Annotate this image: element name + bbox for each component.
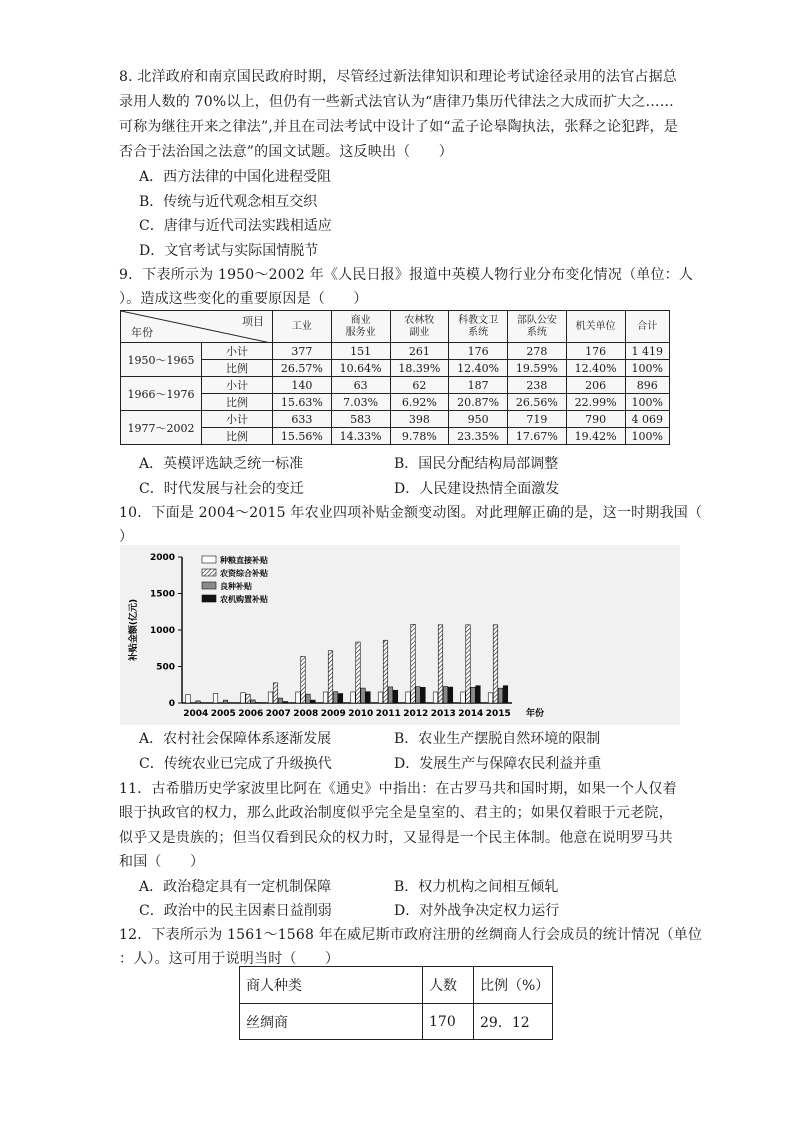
y-axis-label: 补贴金额(亿元) <box>129 598 139 662</box>
q10-bar-chart <box>120 545 680 725</box>
q9-col-header: 合计 <box>625 311 670 343</box>
x-tick-label: 2015 <box>485 709 511 719</box>
q9-cell: 583 <box>331 411 390 428</box>
q9-cell: 790 <box>566 411 625 428</box>
bar-农资综合补贴 <box>356 642 361 703</box>
q9-cell: 151 <box>331 343 390 360</box>
q12-stem-line-2: ：人）。这可用于说明当时（ ） <box>119 951 340 967</box>
q11-option-d[interactable]: D．对外战争决定权力运行 <box>394 903 560 919</box>
bar-种粮直接补贴 <box>406 692 411 703</box>
q9-option-c[interactable]: C．时代发展与社会的变迁 <box>139 481 304 497</box>
q9-cell: 20.87% <box>449 394 508 411</box>
q11-stem-line-3: 似乎又是贵族的；但当仅看到民众的权力时，又显得是一个民主体制。他意在说明罗马共 <box>119 830 673 846</box>
q9-cell: 377 <box>273 343 332 360</box>
q9-cell: 633 <box>273 411 332 428</box>
legend-swatch <box>202 556 216 563</box>
bar-良种补贴 <box>416 687 421 703</box>
q8-option-d[interactable]: D．文官考试与实际国情脱节 <box>139 243 319 259</box>
q12-cell: 29．12 <box>474 1004 553 1040</box>
q11-stem-line-2: 眼于执政官的权力，那么此政治制度似乎完全是皇室的、君主的；如果仅着眼于元老院， <box>119 805 673 821</box>
q9-cell: 398 <box>390 411 449 428</box>
q11-stem-line-1: 11．古希腊历史学家波里比阿在《通史》中指出：在古罗马共和国时期，如果一个人仅着 <box>119 781 677 797</box>
q9-cell: 278 <box>508 343 567 360</box>
bar-种粮直接补贴 <box>213 693 218 703</box>
q8-option-c[interactable]: C．唐律与近代司法实践相适应 <box>139 218 332 234</box>
bar-良种补贴 <box>443 687 448 703</box>
bar-种粮直接补贴 <box>296 692 301 703</box>
q9-row-label: 比例 <box>202 428 273 445</box>
q9-col-header: 部队公安 系统 <box>508 311 567 343</box>
q8-stem-line-2: 录用人数的 70%以上，但仍有一些新式法官认为“唐律乃集历代律法之大成而扩大之…… <box>119 94 674 110</box>
q10-option-c[interactable]: C．传统农业已完成了升级换代 <box>139 756 332 772</box>
bar-良种补贴 <box>223 700 228 703</box>
q9-cell: 719 <box>508 411 567 428</box>
legend-swatch <box>202 569 216 576</box>
legend-label: 农机购置补贴 <box>220 595 268 604</box>
q9-cell: 238 <box>508 377 567 394</box>
q10-option-b[interactable]: B．农业生产摆脱自然环境的限制 <box>394 731 601 747</box>
q9-cell: 100% <box>625 394 670 411</box>
y-tick-label: 0 <box>168 699 175 709</box>
q9-col-header: 科教文卫 系统 <box>449 311 508 343</box>
x-tick-label: 2011 <box>375 709 401 719</box>
legend-label: 良种补贴 <box>220 582 252 591</box>
bar-农资综合补贴 <box>438 625 443 703</box>
q9-cell: 176 <box>449 343 508 360</box>
q9-cell: 26.56% <box>508 394 567 411</box>
q9-cell: 17.67% <box>508 428 567 445</box>
bar-种粮直接补贴 <box>241 693 246 703</box>
bar-农资综合补贴 <box>493 625 498 703</box>
q9-cell: 187 <box>449 377 508 394</box>
q11-option-a[interactable]: A．政治稳定具有一定机制保障 <box>139 879 332 895</box>
q9-cell: 100% <box>625 360 670 377</box>
q11-stem-line-4: 和国（ ） <box>119 854 205 870</box>
bar-种粮直接补贴 <box>378 692 383 703</box>
q9-period-label: 1950～1965 <box>121 343 202 377</box>
q9-cell: 4 069 <box>625 411 670 428</box>
q12-stem-line-1: 12．下表所示为 1561～1568 年在威尼斯市政府注册的丝绸商人行会成员的统计情况（单位 <box>119 927 703 943</box>
x-tick-label: 2013 <box>430 709 456 719</box>
bar-种粮直接补贴 <box>186 695 191 703</box>
q9-col-header: 农林牧 副业 <box>390 311 449 343</box>
bar-良种补贴 <box>498 688 503 703</box>
q9-cell: 15.56% <box>273 428 332 445</box>
q9-cell: 14.33% <box>331 428 390 445</box>
bar-良种补贴 <box>361 688 366 703</box>
q9-cell: 19.42% <box>566 428 625 445</box>
q9-col-header: 工业 <box>273 311 332 343</box>
bar-农资综合补贴 <box>466 625 471 703</box>
q11-option-b[interactable]: B．权力机构之间相互倾轧 <box>394 879 559 895</box>
q9-row-label: 小计 <box>202 411 273 428</box>
q9-table <box>120 310 670 445</box>
q9-cell: 176 <box>566 343 625 360</box>
q9-cell: 7.03% <box>331 394 390 411</box>
x-tick-label: 2007 <box>265 709 291 719</box>
q12-table <box>239 966 553 1040</box>
q11-option-c[interactable]: C．政治中的民主因素日益削弱 <box>139 903 332 919</box>
bar-农机购置补贴 <box>338 694 343 703</box>
y-tick-label: 500 <box>156 662 175 673</box>
bar-种粮直接补贴 <box>351 692 356 703</box>
bar-良种补贴 <box>388 687 393 703</box>
q9-cell: 22.99% <box>566 394 625 411</box>
q9-cell: 62 <box>390 377 449 394</box>
q12-col-header: 比例（%） <box>474 967 553 1004</box>
bar-种粮直接补贴 <box>323 692 328 703</box>
x-tick-label: 2008 <box>293 709 319 719</box>
q9-cell: 18.39% <box>390 360 449 377</box>
q10-stem-line-2: ） <box>119 529 134 545</box>
q9-option-a[interactable]: A．英模评选缺乏统一标准 <box>139 456 304 472</box>
q10-option-a[interactable]: A．农村社会保障体系逐渐发展 <box>139 731 332 747</box>
q9-cell: 10.64% <box>331 360 390 377</box>
q9-cell: 12.40% <box>566 360 625 377</box>
q9-cell: 261 <box>390 343 449 360</box>
legend-label: 农资综合补贴 <box>220 569 268 578</box>
bar-农资综合补贴 <box>328 651 333 703</box>
bar-种粮直接补贴 <box>488 693 493 703</box>
x-axis-label: 年份 <box>526 709 545 719</box>
bar-农资综合补贴 <box>246 694 251 703</box>
bar-良种补贴 <box>196 701 201 703</box>
q9-option-d[interactable]: D．人民建设热情全面激发 <box>394 481 560 497</box>
q9-period-label: 1977～2002 <box>121 411 202 445</box>
q9-corner-bottom: 年份 <box>131 326 153 339</box>
q9-cell: 6.92% <box>390 394 449 411</box>
q9-cell: 896 <box>625 377 670 394</box>
x-tick-label: 2009 <box>320 709 346 719</box>
bar-农机购置补贴 <box>311 700 316 703</box>
bar-农机购置补贴 <box>393 690 398 703</box>
bar-良种补贴 <box>306 694 311 703</box>
q9-corner-top: 项目 <box>242 315 264 328</box>
q9-cell: 19.59% <box>508 360 567 377</box>
q9-row-label: 小计 <box>202 343 273 360</box>
q12-col-header: 人数 <box>423 967 474 1004</box>
bar-农机购置补贴 <box>476 686 481 703</box>
y-tick-label: 1000 <box>149 626 175 636</box>
bar-良种补贴 <box>471 687 476 703</box>
q9-stem-line-2: ）。造成这些变化的重要原因是（ ） <box>119 291 368 307</box>
q8-stem-line-4: 否合于法治国之法意”的国文试题。这反映出（ ） <box>119 144 453 160</box>
q9-cell: 63 <box>331 377 390 394</box>
legend-swatch <box>202 582 216 589</box>
q9-cell: 140 <box>273 377 332 394</box>
q9-row-label: 比例 <box>202 360 273 377</box>
q8-stem-line-1: 8. 北洋政府和南京国民政府时期，尽管经过新法律知识和理论考试途径录用的法官占据总 <box>119 69 678 85</box>
bar-种粮直接补贴 <box>268 692 273 703</box>
q9-table-corner <box>121 311 273 343</box>
q8-option-b[interactable]: B．传统与近代观念相互交织 <box>139 194 318 210</box>
bar-种粮直接补贴 <box>433 692 438 703</box>
q9-cell: 1 419 <box>625 343 670 360</box>
bar-种粮直接补贴 <box>461 692 466 703</box>
bar-农机购置补贴 <box>366 692 371 703</box>
q8-option-a[interactable]: A．西方法律的中国化进程受阻 <box>139 169 332 185</box>
bar-农机购置补贴 <box>503 686 508 703</box>
q9-row-label: 小计 <box>202 377 273 394</box>
x-tick-label: 2012 <box>403 709 429 719</box>
q10-stem-line-1: 10．下面是 2004～2015 年农业四项补贴金额变动图。对此理解正确的是，这一时期我国（ <box>119 505 703 521</box>
y-tick-label: 2000 <box>149 553 175 563</box>
x-tick-label: 2004 <box>183 709 209 719</box>
bar-农机购置补贴 <box>283 702 288 703</box>
bar-农机购置补贴 <box>421 687 426 703</box>
x-tick-label: 2005 <box>210 709 236 719</box>
bar-良种补贴 <box>251 700 256 703</box>
q9-cell: 100% <box>625 428 670 445</box>
legend-swatch <box>202 595 216 602</box>
bar-农资综合补贴 <box>411 624 416 703</box>
legend-label: 种粮直接补贴 <box>220 556 268 565</box>
q9-cell: 950 <box>449 411 508 428</box>
q9-row-label: 比例 <box>202 394 273 411</box>
q9-col-header: 商业 服务业 <box>331 311 390 343</box>
bar-农资综合补贴 <box>301 656 306 703</box>
q9-cell: 15.63% <box>273 394 332 411</box>
q9-cell: 12.40% <box>449 360 508 377</box>
bar-农资综合补贴 <box>383 640 388 703</box>
x-tick-label: 2010 <box>348 709 374 719</box>
q9-cell: 23.35% <box>449 428 508 445</box>
bar-良种补贴 <box>333 692 338 703</box>
q9-cell: 26.57% <box>273 360 332 377</box>
q8-stem-line-3: 可称为继往开来之律法”,并且在司法考试中设计了如“孟子论皋陶执法，张释之论犯跸，是 <box>119 119 678 135</box>
q9-col-header: 机关单位 <box>566 311 625 343</box>
q12-cell: 丝绸商 <box>240 1004 423 1040</box>
q9-cell: 206 <box>566 377 625 394</box>
q9-stem-line-1: 9．下表所示为 1950～2002 年《人民日报》报道中英模人物行业分布变化情况（单位：人 <box>119 267 694 283</box>
bar-农机购置补贴 <box>448 687 453 703</box>
x-tick-label: 2014 <box>458 709 484 719</box>
q12-col-header: 商人种类 <box>240 967 423 1004</box>
q10-option-d[interactable]: D．发展生产与保障农民利益并重 <box>394 756 602 772</box>
bar-良种补贴 <box>278 698 283 703</box>
x-tick-label: 2006 <box>238 709 264 719</box>
y-tick-label: 1500 <box>149 589 175 600</box>
bar-农资综合补贴 <box>273 683 278 703</box>
q9-period-label: 1966～1976 <box>121 377 202 411</box>
q12-cell: 170 <box>423 1004 474 1040</box>
q9-cell: 9.78% <box>390 428 449 445</box>
q9-option-b[interactable]: B．国民分配结构局部调整 <box>394 456 559 472</box>
